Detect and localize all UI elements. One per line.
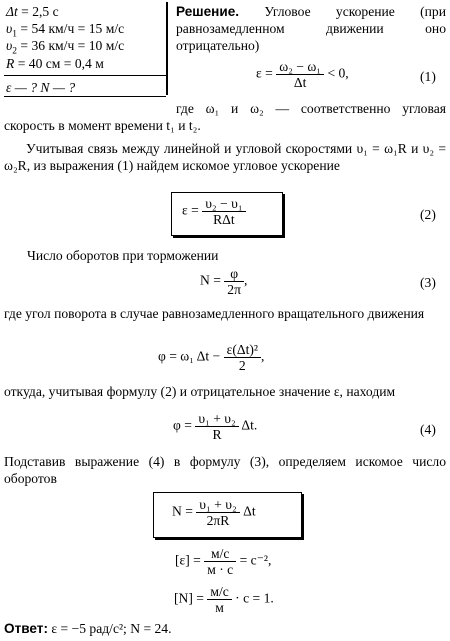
equation-5: N = $\frac{\text{υ₁ + υ₂}}{2\pi R}$ Δt (172, 497, 256, 528)
given-find: ε — ? N — ? (6, 80, 76, 95)
unit-check-n: [N] = $\frac{м/с}{м}$ · с = 1. (174, 584, 274, 615)
answer-text: ε = −5 рад/с²; N = 24. (51, 621, 172, 636)
given-bottom-rule (4, 96, 166, 97)
answer-line (4, 620, 172, 637)
paragraph-omega: где ω₁ и ω₂ — соответственно угловая скорость в момент времени t₁ и t₂. (4, 101, 446, 133)
solution-intro-text: Угловое ускорение (при равнозамедленном движении оно отрицательно) (176, 4, 447, 53)
equation-2: ε = $\frac{\text{υ₂ − υ₁}}{\text{RΔt}}$ (182, 196, 246, 227)
paragraph-relation: Учитывая связь между линейной и угловой скоростями υ₁ = ω₁R и υ₂ = ω₂R, из выражения (1) найдем искомое угловое ускорение (4, 141, 446, 173)
solution-heading: Решение. (176, 4, 240, 19)
equation-3-number: (3) (420, 275, 436, 290)
unit-check-epsilon: [ε] = $\frac{м/с}{м \cdot с}$ = с⁻², (175, 546, 272, 577)
given-line-r: R = 40 см = 0,4 м (6, 56, 104, 71)
equation-2-number: (2) (420, 207, 436, 222)
given-vertical-rule (166, 2, 168, 95)
equation-1: ε = $\frac{\text{ω₂ − ω₁}}{\Delta t}$ < 0, (256, 59, 349, 90)
paragraph-turns: Число оборотов при торможении (27, 248, 219, 263)
equation-1-number: (1) (420, 69, 436, 84)
equation-phi: φ = ω₁ Δt − $\frac{\text{ε(Δt)²}}{2}$ , (158, 342, 265, 373)
equation-4-number: (4) (420, 422, 436, 437)
answer-label: Ответ: (4, 621, 48, 636)
paragraph-substitution: Подставив выражение (4) в формулу (3), определяем искомое число оборотов (4, 454, 446, 486)
solution-intro (176, 3, 446, 54)
given-line-v1: $\upsilon_1 = 54$ км/ч = 15 м/с (6, 21, 125, 40)
equation-3: N = $\frac{\varphi}{2\pi}$ , (200, 266, 248, 297)
paragraph-angle: где угол поворота в случае равнозамедленного вращательного движения (4, 306, 425, 321)
given-line-v2: $\upsilon_2 = 36$ км/ч = 10 м/с (6, 38, 125, 57)
given-separator (4, 75, 166, 76)
given-line-dt: Δt = 2,5 с (6, 4, 59, 19)
equation-4: φ = $\frac{\text{υ₁ + υ₂}}{R}$ Δt. (173, 411, 258, 442)
paragraph-whence: откуда, учитывая формулу (2) и отрицательное значение ε, находим (4, 384, 396, 399)
